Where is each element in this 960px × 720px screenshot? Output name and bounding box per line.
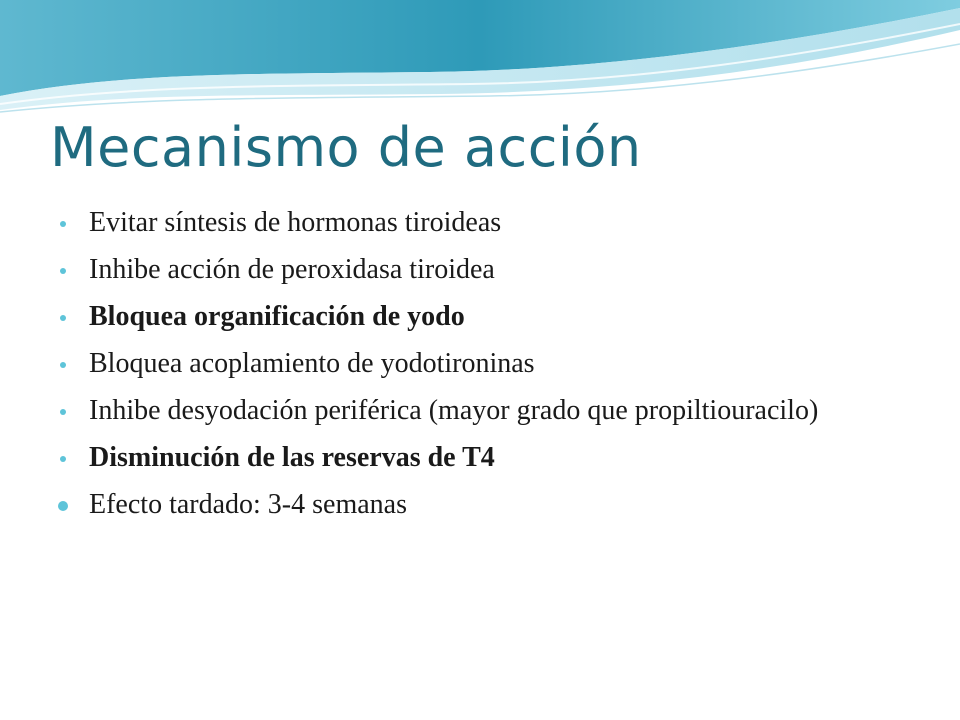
bullet-dot-icon [58, 501, 68, 511]
bullet-dot-icon [60, 315, 66, 321]
bullet-dot-icon [60, 268, 66, 274]
bullet-text: Inhibe desyodación periférica (mayor grado que propiltiouracilo) [89, 395, 819, 426]
bullet-text: Inhibe acción de peroxidasa tiroidea [89, 254, 495, 285]
bullet-item [60, 255, 900, 285]
bullet-dot-icon [60, 221, 66, 227]
bullet-text: Bloquea organificación de yodo [89, 301, 465, 332]
bullet-dot-icon [60, 409, 66, 415]
slide-title: Mecanismo de acción [50, 116, 642, 179]
bullet-text: Disminución de las reservas de T4 [89, 442, 495, 473]
bullet-dot-icon [60, 456, 66, 462]
bullet-text: Efecto tardado: 3-4 semanas [89, 489, 407, 520]
bullet-item-bold [60, 443, 900, 473]
header-wave-decoration [0, 0, 960, 120]
bullet-text: Bloquea acoplamiento de yodotironinas [89, 348, 535, 379]
bullet-item [60, 349, 900, 379]
bullet-dot-icon [60, 362, 66, 368]
bullet-text: Evitar síntesis de hormonas tiroideas [89, 207, 502, 238]
bullet-list [60, 208, 900, 537]
bullet-item [60, 396, 900, 426]
bullet-item [60, 490, 900, 520]
bullet-item [60, 208, 900, 238]
bullet-item-bold [60, 302, 900, 332]
